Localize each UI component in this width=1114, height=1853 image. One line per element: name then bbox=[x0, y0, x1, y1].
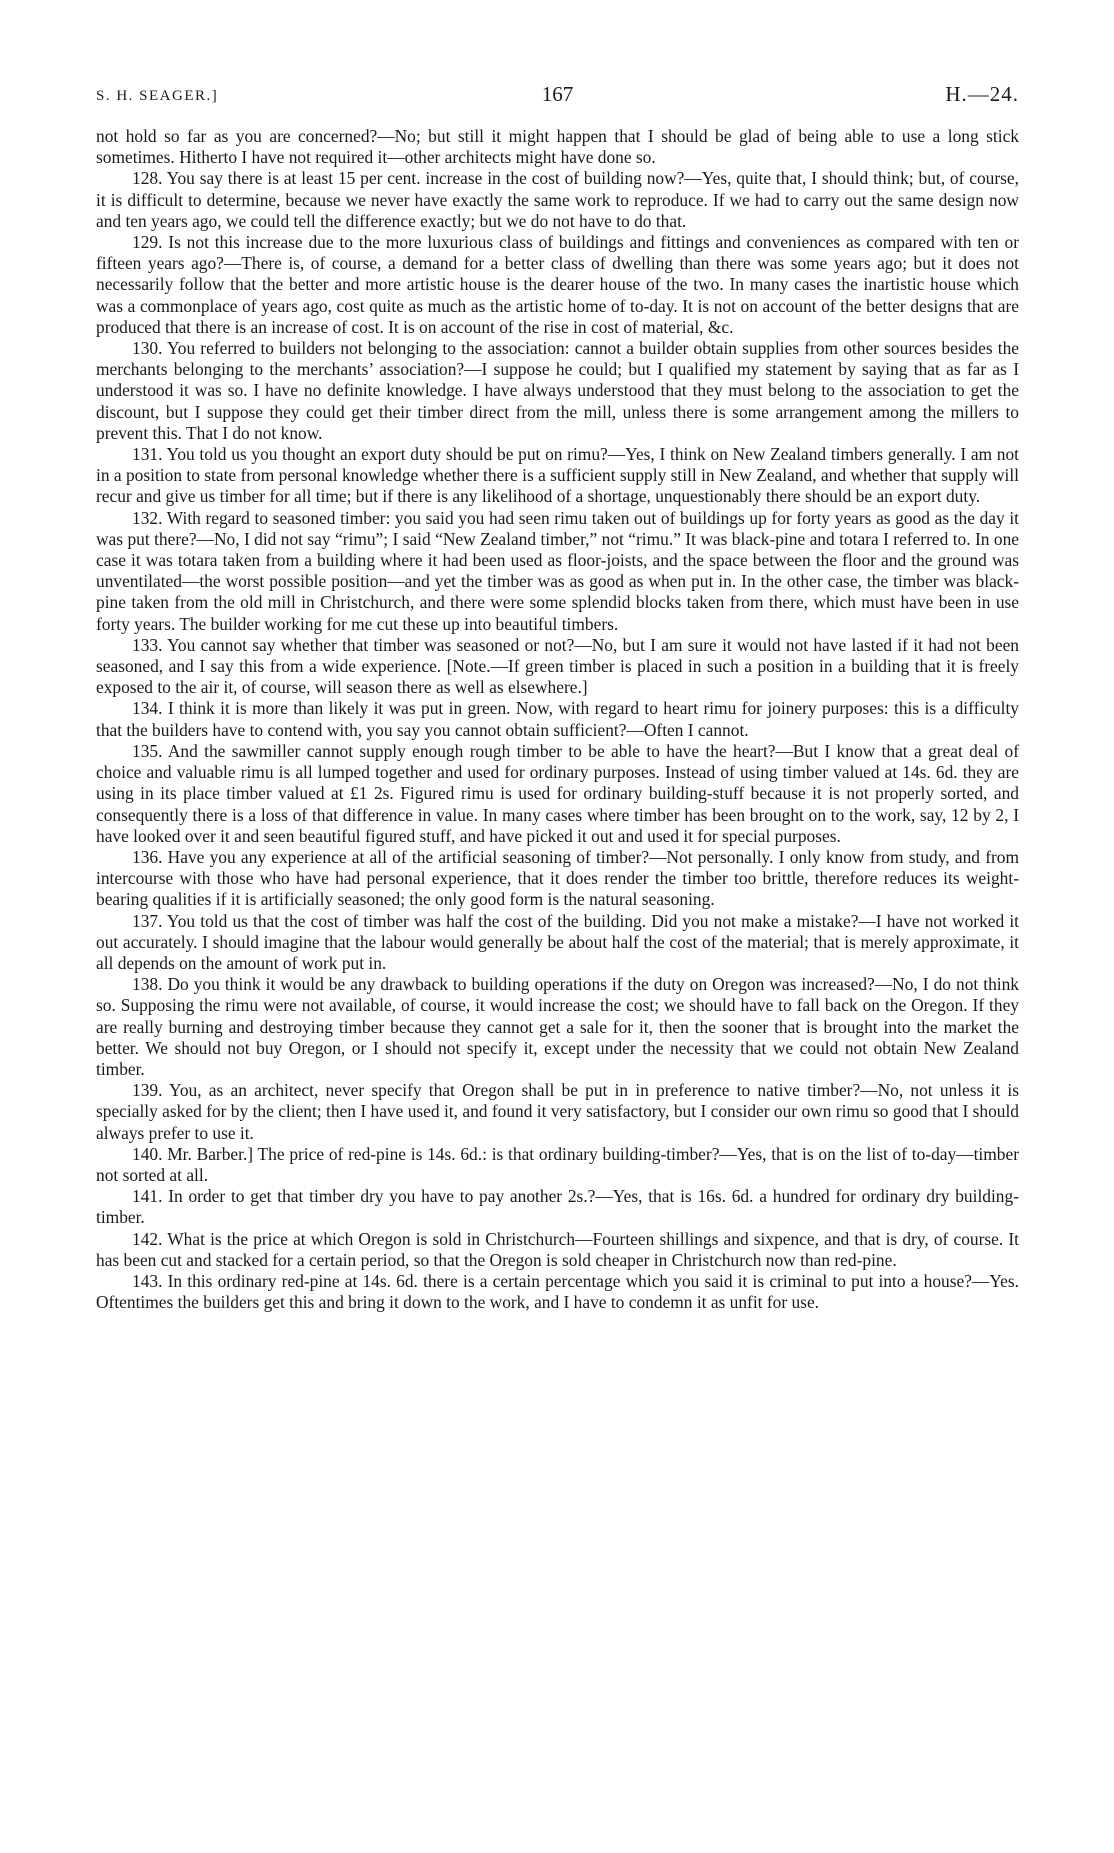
body-text bbox=[96, 126, 1019, 1313]
paragraph-128: 128. You say there is at least 15 per cent. increase in the cost of building now?—Yes, quite that, I should think; but, of course, it is difficult to determine, because we never have exactly the same work to reproduce. If we had to carry out the same design now and ten years ago, we could tell the difference exactly; but we do not have to do that. bbox=[96, 168, 1020, 231]
page-number: 167 bbox=[541, 82, 574, 106]
page-header bbox=[96, 78, 1019, 118]
paragraph-138: 138. Do you think it would be any drawback to building operations if the duty on Oregon was increased?—No, I do not think so. Supposing the rimu were not available, of course, it would increase the cost; we should have to fall back on the Oregon. If they are really burning and destroying timber because they cannot get a sale for it, then the sooner that is brought into the market the better. We should not buy Oregon, or I should not specify it, except under the necessity that we could not obtain New Zealand timber. bbox=[96, 974, 1019, 1079]
document-reference: H.—24. bbox=[945, 82, 1019, 106]
paragraph-139: 139. You, as an architect, never specify that Oregon shall be put in in preference to native timber?—No, not unless it is specially asked for by the client; then I have used it, and found it very satisfactory, but I consider our own rimu so good that I should always prefer to use it. bbox=[96, 1080, 1020, 1143]
paragraph-142: 142. What is the price at which Oregon is sold in Christchurch—Fourteen shillings and sixpence, and that is dry, of course. It has been cut and stacked for a certain period, so that the Oregon is sold cheaper in Christchurch now than red-pine. bbox=[96, 1228, 1019, 1270]
paragraph-129: 129. Is not this increase due to the more luxurious class of buildings and fittings and conveniences as compared with ten or fifteen years ago?—There is, of course, a demand for a better class of dwelling than there was some years ago; but it does not necessarily follow that the better and more artistic house is the dearer house of the two. In many cases the inartistic house which was a commonplace of years ago, cost quite as much as the artistic home of to-day. It is not on account of the better designs that are produced that there is an increase of cost. It is on account of the rise in cost of material, &c. bbox=[96, 232, 1019, 337]
paragraph-143: 143. In this ordinary red-pine at 14s. 6d. there is a certain percentage which you said it is criminal to put into a house?—Yes. Oftentimes the builders get this and bring it down to the work, and I have to condemn it as unfit for use. bbox=[96, 1270, 1019, 1313]
paragraph-141: 141. In order to get that timber dry you have to pay another 2s.?—Yes, that is 16s. 6d. a hundred for ordinary dry building-timber. bbox=[96, 1186, 1019, 1228]
paragraph-137: 137. You told us that the cost of timber was half the cost of the building. Did you not make a mistake?—I have not worked it out accurately. I should imagine that the labour would generally be about half the cost of the material; that is merely approximate, it all depends on the amount of work put in. bbox=[96, 910, 1019, 973]
paragraph-130: 130. You referred to builders not belonging to the association: cannot a builder obtain supplies from other sources besides the merchants belonging to the merchants’ association?—I suppose he could; but I qualified my statement by saying that as far as I understood it was so. I have no definite knowledge. I have always understood that they must belong to the association to get the discount, but I suppose they could get their timber direct from the mill, unless there is some arrangement among the millers to prevent this. That I do not know. bbox=[96, 338, 1019, 443]
paragraph: not hold so far as you are concerned?—No; but still it might happen that I should be glad of being able to use a long stick sometimes. Hitherto I have not required it—other architects might have done so. bbox=[96, 126, 1019, 168]
paragraph-134: 134. I think it is more than likely it was put in green. Now, with regard to heart rimu for joinery purposes: this is a difficulty that the builders have to contend with, you say you cannot obtain sufficient?—Often I cannot. bbox=[96, 698, 1019, 740]
paragraph-140: 140. Mr. Barber.] The price of red-pine is 14s. 6d.: is that ordinary building-timber?—Yes, that is on the list of to-day—timber not sorted at all. bbox=[96, 1143, 1019, 1185]
witness-name: S. H. SEAGER.] bbox=[96, 88, 219, 104]
paragraph-132: 132. With regard to seasoned timber: you said you had seen rimu taken out of buildings up for forty years as good as the day it was put there?—No, I did not say “rimu”; I said “New Zealand timber,” not “rimu.” It was black-pine and totara I referred to. In one case it was totara taken from a building where it had been used as floor-joists, and the space between the floor and the ground was unventilated—the worst possible position—and yet the timber was as good as when put in. In the other case, the timber was black-pine taken from the old mill in Christchurch, and there were some splendid blocks taken from there, which must have been in use forty years. The builder working for me cut these up into beautiful timbers. bbox=[96, 507, 1019, 634]
paragraph-136: 136. Have you any experience at all of the artificial seasoning of timber?—Not personally. I only know from study, and from intercourse with those who have had personal experience, that it does render the timber too brittle, therefore reduces its weight-bearing qualities if it is artificially seasoned; the only good form is the natural seasoning. bbox=[96, 846, 1019, 910]
paragraph-135: 135. And the sawmiller cannot supply enough rough timber to be able to have the heart?—But I know that a great deal of choice and valuable rimu is all lumped together and used for ordinary purposes. Instead of using timber valued at 14s. 6d. they are using in its place timber valued at £1 2s. Figured rimu is used for ordinary building-stuff because it is not properly sorted, and consequently there is a loss of that difference in value. In many cases where timber has been brought on to the work, say, 12 by 2, I have looked over it and seen beautiful figured stuff, and have picked it out and used it for special purposes. bbox=[96, 740, 1019, 846]
paragraph-131: 131. You told us you thought an export duty should be put on rimu?—Yes, I think on New Zealand timbers generally. I am not in a position to state from personal knowledge whether there is a sufficient supply still in New Zealand, and whether that supply will recur and give us timber for all time; but if there is any likelihood of a shortage, unquestionably there should be an export duty. bbox=[96, 444, 1020, 507]
paragraph-133: 133. You cannot say whether that timber was seasoned or not?—No, but I am sure it would not have lasted if it had not been seasoned, and I say this from a wide experience. [Note.—If green timber is placed in such a position in a building that it is freely exposed to the air it, of course, will season there as well as elsewhere.] bbox=[96, 634, 1020, 698]
